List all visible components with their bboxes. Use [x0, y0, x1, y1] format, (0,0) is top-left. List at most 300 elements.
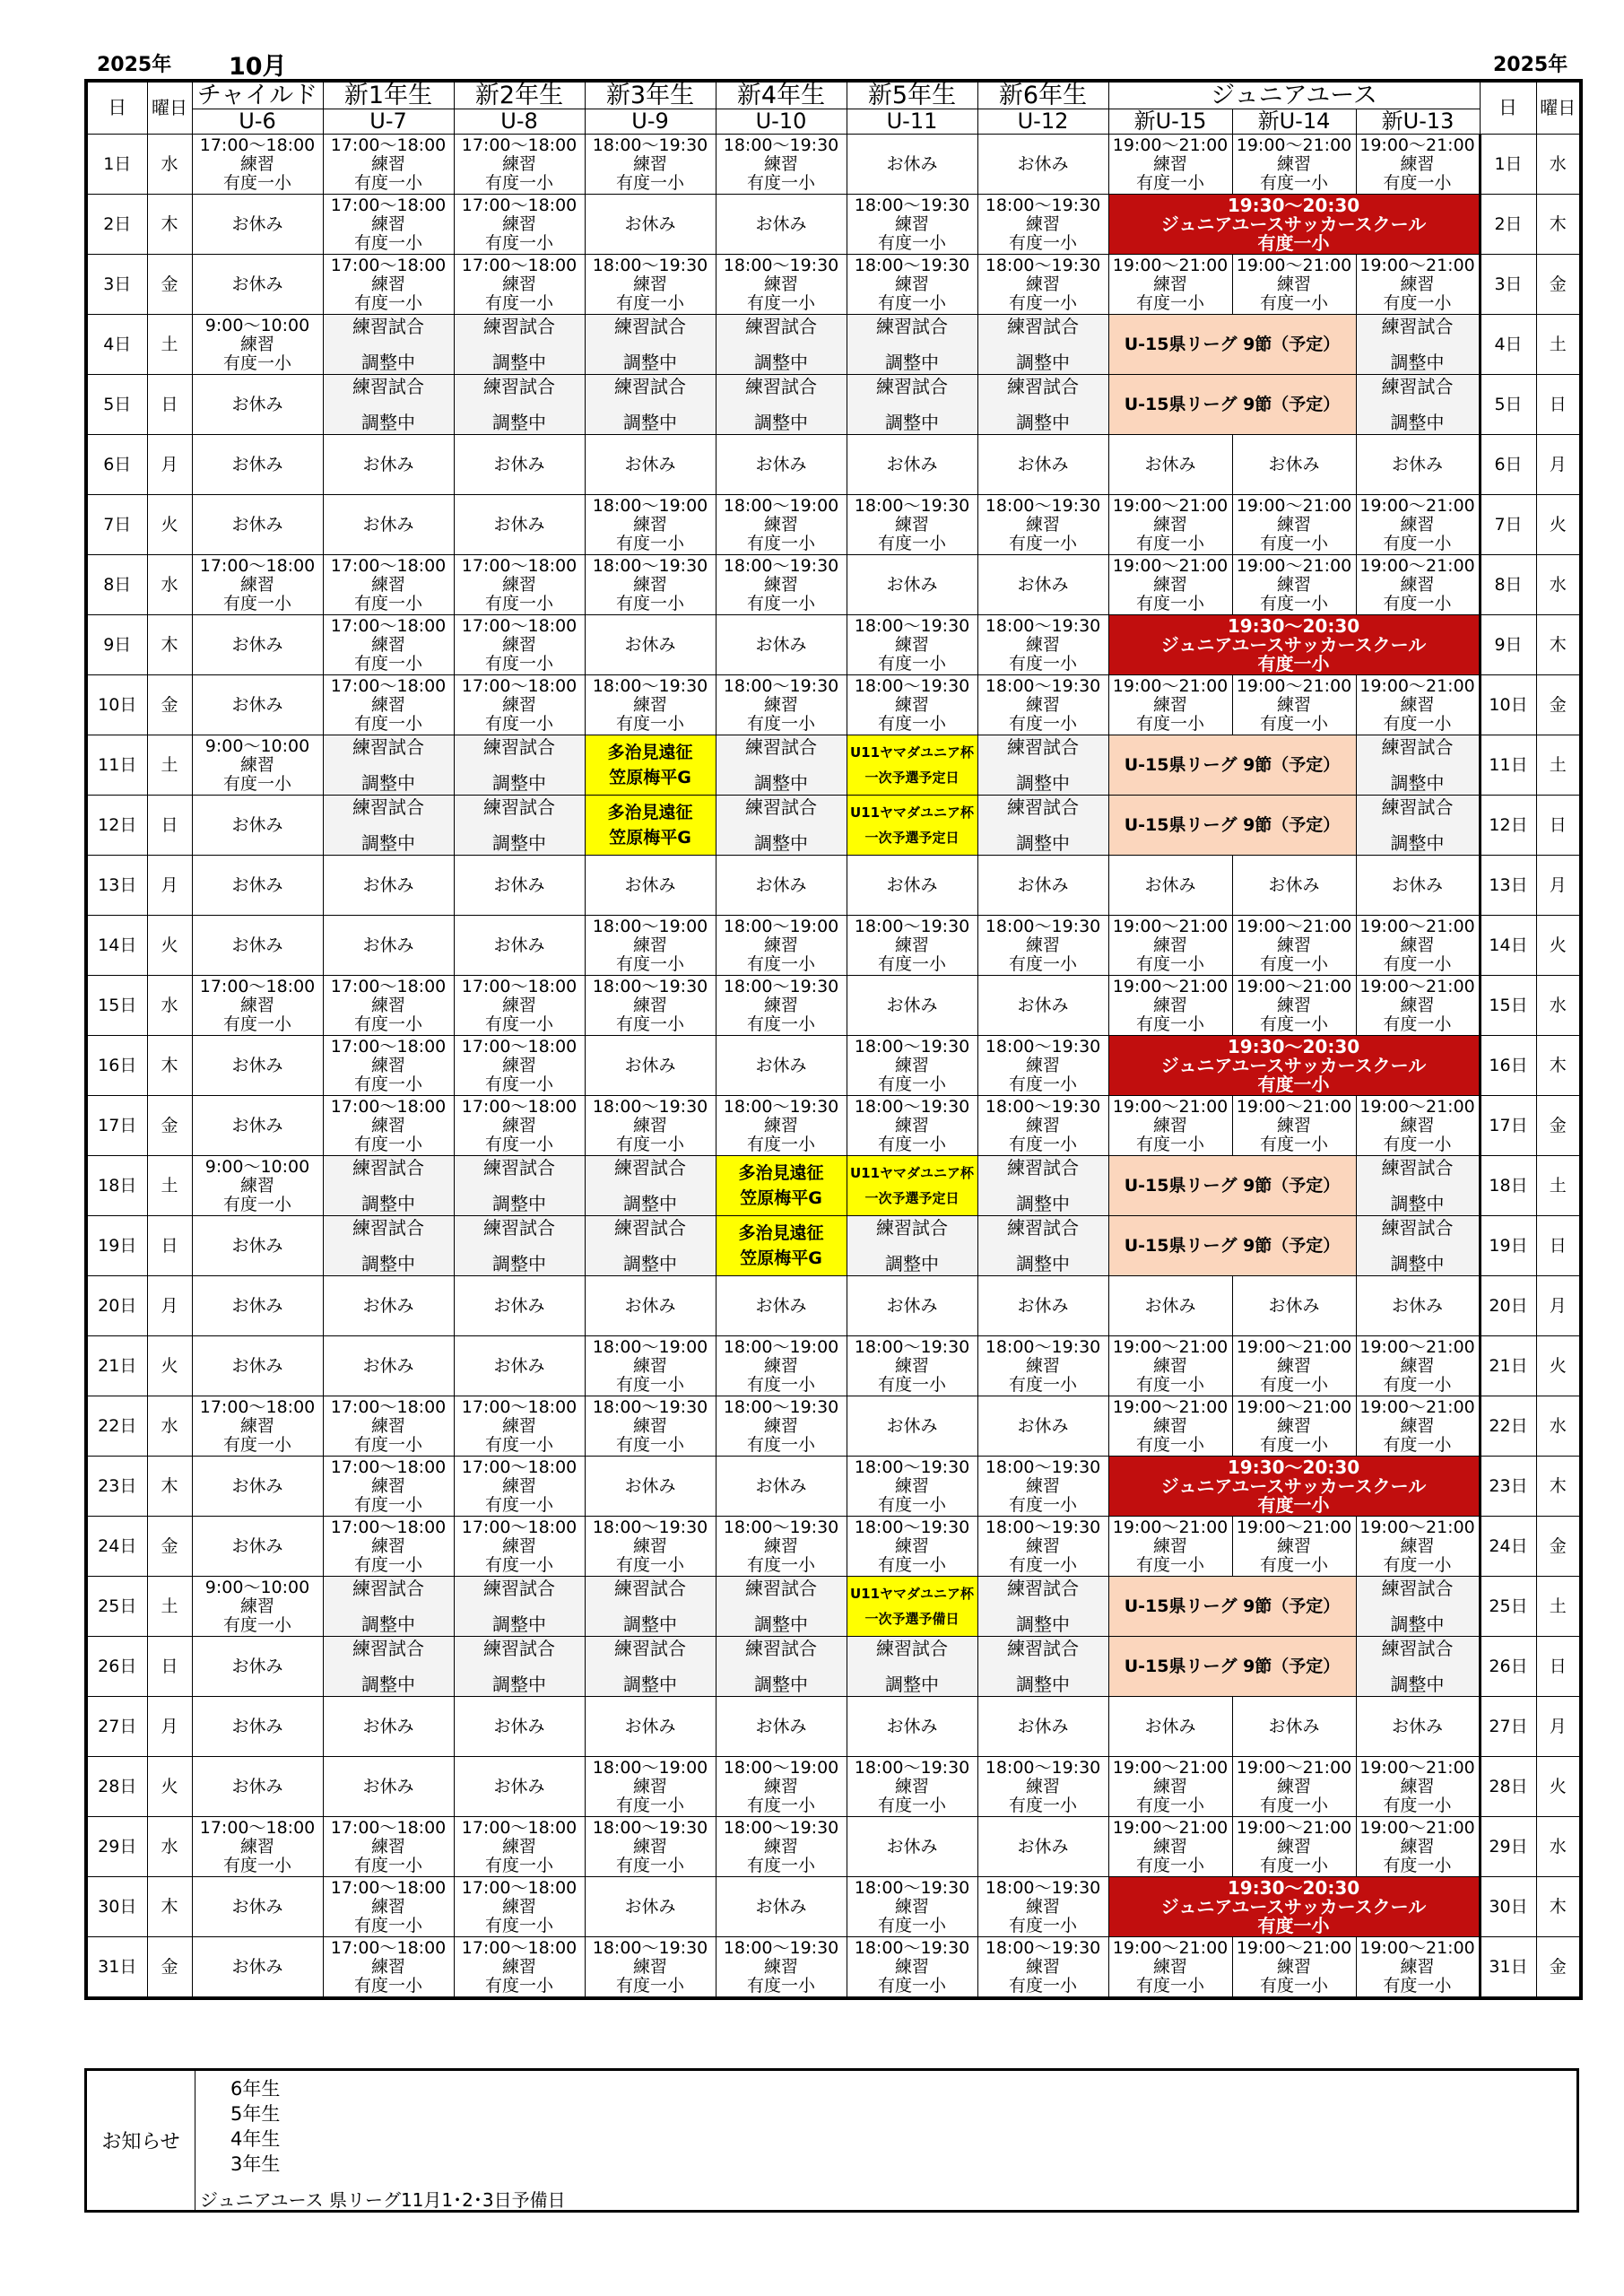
cell-text: 練習試合 — [1007, 1577, 1079, 1599]
cell-text: 練習 — [239, 995, 274, 1015]
rest-cell — [1108, 856, 1232, 916]
weekday-cell-right: 火 — [1536, 1757, 1581, 1817]
table-row — [86, 1036, 1581, 1096]
cell-text: 練習 — [763, 514, 798, 535]
cell-text: 有度一小 — [877, 653, 946, 674]
cell-text: 18:00～19:30 — [985, 255, 1101, 275]
practice-cell — [454, 1937, 585, 1999]
cell-text: 有度一小 — [222, 1855, 291, 1875]
cell-text: 有度一小 — [222, 1434, 291, 1455]
practice-match-cell — [716, 1577, 847, 1637]
practice-cell — [585, 135, 716, 195]
cell-text: 練習 — [763, 1415, 798, 1436]
practice-cell — [454, 1036, 585, 1096]
practice-cell — [454, 1096, 585, 1156]
cell-text: 有度一小 — [746, 1795, 815, 1815]
cell-text: 練習 — [1276, 1115, 1311, 1135]
cell-text: 有度一小 — [615, 1134, 684, 1154]
practice-cell — [585, 1937, 716, 1999]
cell-text: 練習 — [763, 995, 798, 1015]
cell-text: 練習 — [1152, 1836, 1187, 1857]
day-cell-right: 4日 — [1480, 315, 1536, 375]
weekday-cell-right: 土 — [1536, 1577, 1581, 1637]
cell-text: 練習 — [894, 1776, 929, 1796]
spacer — [978, 1658, 1108, 1675]
cell-text: 練習試合 — [1007, 1216, 1079, 1239]
spacer — [978, 1238, 1108, 1255]
cell-text: 多治見遠征 — [607, 743, 693, 762]
rest-cell — [192, 615, 323, 675]
league-cell — [1108, 1156, 1356, 1216]
table-row — [86, 195, 1581, 255]
practice-match-cell — [977, 735, 1108, 796]
header-day-right: 日 — [1480, 81, 1536, 135]
practice-cell — [977, 1096, 1108, 1156]
weekday-cell-right: 金 — [1536, 255, 1581, 315]
cell-text: ジュニアユースサッカースクール — [1160, 1895, 1427, 1918]
cell-text: 有度一小 — [1135, 593, 1204, 613]
cell-text: 練習 — [1025, 1896, 1060, 1917]
cell-text: 19:30～20:30 — [1227, 1456, 1360, 1478]
cell-text: 19:00～21:00 — [1112, 1396, 1229, 1417]
practice-match-cell — [1356, 1637, 1480, 1697]
cup-cell — [847, 1577, 977, 1637]
practice-match-cell — [323, 796, 454, 856]
cell-text: 練習 — [370, 1896, 405, 1917]
weekday-cell-right: 火 — [1536, 495, 1581, 555]
cell-text: 19:00～21:00 — [1112, 1937, 1229, 1958]
cell-text: 有度一小 — [1259, 1013, 1328, 1034]
practice-cell — [1108, 495, 1232, 555]
day-cell: 9日 — [86, 615, 147, 675]
day-cell-right: 27日 — [1480, 1697, 1536, 1757]
cell-text: 有度一小 — [1383, 1554, 1452, 1575]
practice-match-cell — [847, 375, 977, 435]
cell-text: 有度一小 — [746, 1134, 815, 1154]
cell-text: お休み — [1017, 454, 1069, 474]
cell-text: 有度一小 — [1383, 1855, 1452, 1875]
spacer — [324, 757, 454, 774]
weekday-cell-right: 月 — [1536, 856, 1581, 916]
cell-text: 練習試合 — [483, 1156, 555, 1178]
cell-text: 有度一小 — [746, 1554, 815, 1575]
cell-text: 調整中 — [885, 351, 939, 373]
cell-text: 有度一小 — [746, 292, 815, 313]
cell-text: 有度一小 — [1383, 1134, 1452, 1154]
cell-text: 有度一小 — [484, 1554, 553, 1575]
cell-text: 多治見遠征 — [738, 1223, 824, 1243]
practice-match-cell — [454, 1577, 585, 1637]
rest-cell — [585, 615, 716, 675]
cell-text: 練習 — [632, 694, 667, 715]
cell-text: 練習 — [632, 935, 667, 955]
cell-text: 18:00～19:30 — [985, 615, 1101, 636]
cell-text: 19:00～21:00 — [1236, 916, 1352, 936]
practice-cell — [585, 555, 716, 615]
cell-text: お休み — [1017, 1716, 1069, 1736]
weekday-cell: 水 — [147, 135, 192, 195]
cell-text: 17:00～18:00 — [330, 1937, 447, 1958]
cell-text: お休み — [1144, 454, 1196, 474]
rest-cell — [977, 1697, 1108, 1757]
cell-text: お休み — [231, 814, 283, 835]
day-cell-right: 10日 — [1480, 675, 1536, 735]
weekday-cell: 木 — [147, 1036, 192, 1096]
notice-footer: ジュニアユース 県リーグ11月1･2･3日予備日 — [200, 2189, 566, 2211]
cell-text: お休み — [886, 1836, 938, 1857]
rest-cell — [192, 1697, 323, 1757]
cell-text: 練習 — [239, 334, 274, 354]
spacer — [455, 1658, 585, 1675]
practice-cell — [192, 1396, 323, 1457]
practice-match-cell — [323, 1156, 454, 1216]
day-cell: 30日 — [86, 1877, 147, 1937]
cell-text: 有度一小 — [746, 1374, 815, 1395]
cell-text: 有度一小 — [1383, 1975, 1452, 1996]
weekday-cell: 月 — [147, 435, 192, 495]
cell-text: 練習試合 — [876, 1216, 948, 1239]
cell-text: 有度一小 — [1383, 1013, 1452, 1034]
cell-text: 19:00～21:00 — [1359, 1757, 1475, 1778]
rest-cell — [192, 1877, 323, 1937]
cell-text: 練習 — [370, 634, 405, 655]
cell-text: 有度一小 — [1135, 1374, 1204, 1395]
practice-cell — [585, 1817, 716, 1877]
practice-cell — [192, 555, 323, 615]
cell-text: お休み — [231, 935, 283, 955]
practice-match-cell — [454, 375, 585, 435]
rest-cell — [847, 1276, 977, 1336]
practice-match-cell — [1356, 375, 1480, 435]
day-cell-right: 21日 — [1480, 1336, 1536, 1396]
cell-text: 有度一小 — [1259, 533, 1328, 553]
cell-text: 有度一小 — [353, 1134, 422, 1154]
cell-text: 練習 — [632, 1415, 667, 1436]
practice-cell — [454, 675, 585, 735]
cell-text: お休み — [1392, 1295, 1444, 1316]
rest-cell — [323, 1336, 454, 1396]
day-cell: 25日 — [86, 1577, 147, 1637]
weekday-cell-right: 金 — [1536, 1096, 1581, 1156]
cell-text: 練習 — [1025, 1055, 1060, 1075]
practice-cell — [977, 1336, 1108, 1396]
cell-text: 有度一小 — [222, 172, 291, 193]
cell-text: 有度一小 — [877, 953, 946, 974]
cell-text: 有度一小 — [1135, 1554, 1204, 1575]
cell-text: 練習 — [1152, 153, 1187, 174]
practice-match-cell — [977, 1216, 1108, 1276]
practice-cell — [716, 1096, 847, 1156]
practice-match-cell — [977, 796, 1108, 856]
weekday-cell: 水 — [147, 976, 192, 1036]
cell-text: お休み — [493, 514, 545, 535]
practice-cell — [716, 1817, 847, 1877]
cell-text: 練習 — [239, 574, 274, 595]
cell-text: 18:00～19:30 — [723, 1937, 839, 1958]
rest-cell — [977, 135, 1108, 195]
spacer — [324, 1238, 454, 1255]
spacer — [455, 336, 585, 353]
cell-text: 一次予選予定日 — [864, 830, 960, 846]
table-row — [86, 916, 1581, 976]
practice-cell — [1356, 1817, 1480, 1877]
cell-text: 練習試合 — [745, 1637, 817, 1659]
cell-text: 19:30～20:30 — [1227, 1035, 1360, 1057]
spacer — [847, 336, 977, 353]
cell-text: 練習 — [1152, 1415, 1187, 1436]
weekday-cell: 水 — [147, 555, 192, 615]
cell-text: 調整中 — [1390, 771, 1445, 794]
header-group-u9: 新3年生 — [585, 81, 716, 109]
spacer — [1357, 396, 1479, 413]
cell-text: 有度一小 — [353, 1975, 422, 1996]
cell-text: 練習 — [501, 634, 536, 655]
practice-cell — [847, 675, 977, 735]
practice-cell — [323, 1396, 454, 1457]
cell-text: 有度一小 — [877, 1915, 946, 1935]
practice-cell — [454, 135, 585, 195]
cell-text: お休み — [231, 213, 283, 234]
header-group-u10: 新4年生 — [716, 81, 847, 109]
cell-text: お休み — [624, 1896, 676, 1917]
cell-text: 練習 — [239, 1415, 274, 1436]
cell-text: 練習試合 — [745, 375, 817, 397]
practice-cell — [1356, 495, 1480, 555]
weekday-cell: 月 — [147, 856, 192, 916]
cell-text: お休み — [755, 1475, 807, 1496]
rest-cell — [192, 495, 323, 555]
cell-text: お休み — [231, 514, 283, 535]
cell-text: 17:00～18:00 — [461, 255, 578, 275]
spacer — [978, 757, 1108, 774]
practice-cell — [1232, 1096, 1356, 1156]
cell-text: 練習 — [370, 1836, 405, 1857]
cell-text: 練習試合 — [352, 1156, 424, 1178]
notice-lines — [230, 2076, 280, 2177]
cell-text: 9:00～10:00 — [204, 315, 310, 335]
cell-text: 調整中 — [492, 1192, 546, 1214]
cell-text: お休み — [231, 1115, 283, 1135]
cell-text: 有度一小 — [1257, 1493, 1330, 1516]
practice-cell — [847, 1757, 977, 1817]
cell-text: 有度一小 — [746, 1013, 815, 1034]
cell-text: 有度一小 — [222, 593, 291, 613]
practice-cell — [1356, 1757, 1480, 1817]
spacer — [716, 1658, 847, 1675]
cell-text: 18:00～19:30 — [592, 555, 708, 576]
cell-text: 有度一小 — [484, 172, 553, 193]
cell-text: 練習 — [1025, 1535, 1060, 1556]
cell-text: 19:30～20:30 — [1227, 614, 1360, 637]
day-cell: 15日 — [86, 976, 147, 1036]
cell-text: 練習試合 — [745, 315, 817, 337]
rest-cell — [847, 856, 977, 916]
cell-text: 18:00～19:30 — [592, 1517, 708, 1537]
cell-text: 18:00～19:30 — [985, 1036, 1101, 1057]
practice-cell — [323, 1036, 454, 1096]
cell-text: 17:00～18:00 — [461, 1937, 578, 1958]
cell-text: 18:00～19:30 — [985, 1937, 1101, 1958]
cell-text: 18:00～19:30 — [985, 495, 1101, 516]
cell-text: 有度一小 — [1257, 231, 1330, 254]
cell-text: 調整中 — [492, 771, 546, 794]
cell-text: 17:00～18:00 — [330, 1396, 447, 1417]
cell-text: 18:00～19:30 — [723, 255, 839, 275]
cell-text: U-15県リーグ 9節（予定） — [1124, 1596, 1341, 1616]
cell-text: 調整中 — [1016, 1252, 1070, 1274]
cell-text: 練習試合 — [614, 1156, 686, 1178]
cell-text: U-15県リーグ 9節（予定） — [1124, 1656, 1341, 1676]
cell-text: 練習 — [1400, 1115, 1435, 1135]
cell-text: 有度一小 — [1008, 1374, 1077, 1395]
notice-line: 3年生 — [230, 2153, 281, 2175]
practice-match-cell — [977, 1156, 1108, 1216]
practice-cell — [323, 1517, 454, 1577]
cell-text: 練習試合 — [745, 735, 817, 758]
cell-text: 17:00～18:00 — [461, 1036, 578, 1057]
day-cell-right: 31日 — [1480, 1937, 1536, 1999]
cell-text: 有度一小 — [353, 292, 422, 313]
cell-text: 練習試合 — [1007, 315, 1079, 337]
day-cell-right: 22日 — [1480, 1396, 1536, 1457]
year-label-left: 2025年 — [97, 54, 172, 76]
cell-text: 練習試合 — [483, 735, 555, 758]
cell-text: 練習 — [501, 1956, 536, 1977]
cell-text: 18:00～19:30 — [592, 1817, 708, 1838]
cell-text: 有度一小 — [222, 1013, 291, 1034]
cell-text: 有度一小 — [746, 953, 815, 974]
cell-text: お休み — [1017, 995, 1069, 1015]
cell-text: 練習 — [894, 1535, 929, 1556]
cell-text: お休み — [1392, 874, 1444, 895]
header-day: 日 — [86, 81, 147, 135]
cell-text: 一次予選予備日 — [864, 1611, 960, 1627]
cell-text: 有度一小 — [1259, 1134, 1328, 1154]
cell-text: お休み — [231, 1295, 283, 1316]
table-row — [86, 1336, 1581, 1396]
cell-text: 19:00～21:00 — [1359, 976, 1475, 996]
cell-text: 有度一小 — [484, 1134, 553, 1154]
cell-text: 練習試合 — [352, 315, 424, 337]
spacer — [847, 1238, 977, 1255]
cell-text: 17:00～18:00 — [199, 1817, 316, 1838]
table-row — [86, 1457, 1581, 1517]
cell-text: 練習 — [1025, 213, 1060, 234]
weekday-cell: 日 — [147, 1637, 192, 1697]
cell-text: 有度一小 — [1257, 1914, 1330, 1936]
table-row — [86, 796, 1581, 856]
cell-text: お休み — [231, 1355, 283, 1376]
cell-text: 調整中 — [361, 1613, 415, 1635]
cell-text: 18:00～19:30 — [854, 615, 970, 636]
table-row — [86, 495, 1581, 555]
cell-text: 17:00～18:00 — [330, 555, 447, 576]
cell-text: お休み — [755, 634, 807, 655]
cell-text: 17:00～18:00 — [330, 255, 447, 275]
cell-text: 練習試合 — [614, 315, 686, 337]
cell-text: 練習 — [1025, 935, 1060, 955]
header-weekday: 曜日 — [147, 81, 192, 135]
cell-text: 17:00～18:00 — [330, 675, 447, 696]
practice-match-cell — [585, 1156, 716, 1216]
cell-text: 練習 — [894, 935, 929, 955]
day-cell-right: 13日 — [1480, 856, 1536, 916]
header-sub-u12: U-12 — [977, 109, 1108, 135]
spacer — [978, 817, 1108, 834]
header-group-u12: 新6年生 — [977, 81, 1108, 109]
cell-text: 18:00～19:00 — [723, 1336, 839, 1357]
spacer — [586, 396, 716, 413]
cell-text: 有度一小 — [353, 653, 422, 674]
cell-text: 練習 — [1276, 1956, 1311, 1977]
cell-text: お休み — [231, 1896, 283, 1917]
weekday-cell-right: 水 — [1536, 135, 1581, 195]
practice-cell — [323, 615, 454, 675]
cell-text: お休み — [1144, 1295, 1196, 1316]
practice-cell — [1232, 135, 1356, 195]
cell-text: 18:00～19:00 — [592, 916, 708, 936]
cell-text: 有度一小 — [1259, 1374, 1328, 1395]
table-row — [86, 1877, 1581, 1937]
cell-text: 有度一小 — [1383, 172, 1452, 193]
cell-text: 18:00～19:30 — [985, 1457, 1101, 1477]
cell-text: 練習 — [1400, 574, 1435, 595]
rest-cell — [716, 856, 847, 916]
cell-text: 有度一小 — [1257, 1073, 1330, 1095]
cell-text: お休み — [886, 153, 938, 174]
practice-cell — [716, 1757, 847, 1817]
cell-text: お休み — [755, 213, 807, 234]
practice-cell — [1108, 675, 1232, 735]
cell-text: 18:00～19:30 — [854, 675, 970, 696]
away-trip-cell — [585, 796, 716, 856]
rest-cell — [454, 916, 585, 976]
header-sub-u10: U-10 — [716, 109, 847, 135]
table-row — [86, 1156, 1581, 1216]
weekday-cell-right: 金 — [1536, 675, 1581, 735]
day-cell: 28日 — [86, 1757, 147, 1817]
cell-text: 有度一小 — [1259, 713, 1328, 734]
cell-text: 有度一小 — [877, 1374, 946, 1395]
practice-cell — [977, 1457, 1108, 1517]
cell-text: 19:00～21:00 — [1359, 1817, 1475, 1838]
cell-text: 19:00～21:00 — [1236, 1937, 1352, 1958]
cell-text: 練習試合 — [1007, 1637, 1079, 1659]
cell-text: 有度一小 — [1259, 1434, 1328, 1455]
day-cell: 11日 — [86, 735, 147, 796]
rest-cell — [716, 1877, 847, 1937]
cell-text: 練習試合 — [1381, 735, 1454, 758]
practice-cell — [847, 495, 977, 555]
day-cell: 19日 — [86, 1216, 147, 1276]
cell-text: 有度一小 — [746, 172, 815, 193]
cell-text: 9:00～10:00 — [204, 735, 310, 756]
practice-cell — [1232, 1336, 1356, 1396]
day-cell: 17日 — [86, 1096, 147, 1156]
spacer — [586, 1238, 716, 1255]
practice-cell — [716, 1517, 847, 1577]
weekday-cell-right: 火 — [1536, 916, 1581, 976]
day-cell-right: 6日 — [1480, 435, 1536, 495]
spacer — [1357, 817, 1479, 834]
cell-text: 練習 — [1276, 1776, 1311, 1796]
cell-text: 練習 — [894, 1896, 929, 1917]
cell-text: 19:00～21:00 — [1359, 1336, 1475, 1357]
cell-text: 有度一小 — [746, 533, 815, 553]
cell-text: 練習試合 — [352, 1577, 424, 1599]
cell-text: 練習 — [501, 995, 536, 1015]
cell-text: 練習 — [763, 1836, 798, 1857]
